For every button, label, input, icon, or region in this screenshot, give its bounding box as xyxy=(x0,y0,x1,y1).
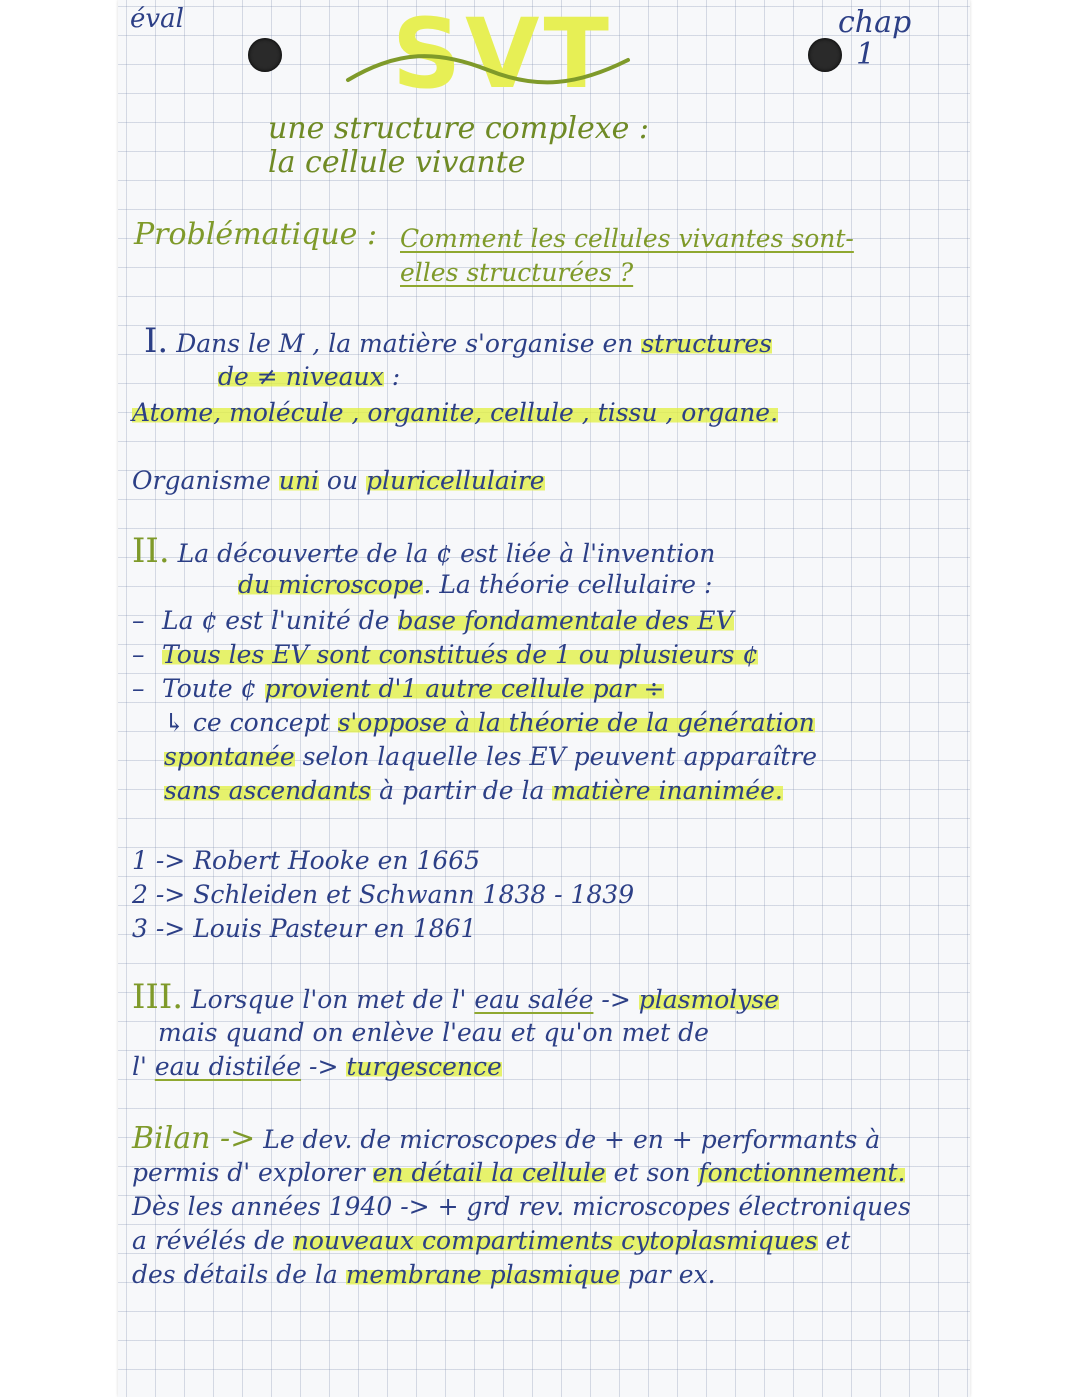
bilan-text-1: Le dev. de microscopes de + en + performants à xyxy=(255,1125,881,1154)
history-arrow: -> xyxy=(147,914,194,943)
eval-note: éval xyxy=(130,4,184,34)
section-1-highlight-structures: structures xyxy=(641,329,772,358)
concept-line xyxy=(164,708,815,738)
bilan-text-4b: et xyxy=(817,1226,851,1255)
section-3-text-c: l' xyxy=(132,1052,155,1081)
section-1-line-2 xyxy=(218,362,400,392)
problematique-question-2: elles structurées ? xyxy=(400,258,634,287)
subtitle-line-2: la cellule vivante xyxy=(268,145,526,180)
problematique-question-1: Comment les cellules vivantes sont- xyxy=(400,224,854,253)
section-3-line-1 xyxy=(132,977,779,1017)
subtitle-line-1: une structure complexe : xyxy=(268,111,650,146)
arrow-2: -> xyxy=(301,1052,347,1081)
bullet-3: – Toute ¢ provient d'1 autre cellule par ÷ xyxy=(132,674,665,703)
turgescence-highlight: turgescence xyxy=(346,1052,502,1081)
history-text: Louis Pasteur en 1861 xyxy=(193,914,477,943)
bilan-label: Bilan -> xyxy=(132,1121,256,1156)
eau-distilee: eau distilée xyxy=(154,1052,302,1081)
history-item xyxy=(132,846,480,876)
bilan-line-3: Dès les années 1940 -> + grd rev. microscopes électroniques xyxy=(132,1192,911,1221)
arrow-1: -> xyxy=(593,985,639,1014)
history-number: 2 xyxy=(132,880,148,909)
bilan-line-2 xyxy=(132,1158,905,1188)
bullet-1-text: La ¢ est l'unité de xyxy=(162,606,398,635)
sans-line xyxy=(164,776,783,806)
history-arrow: -> xyxy=(147,846,194,875)
section-2-line-1 xyxy=(132,531,716,571)
bilan-highlight-membrane: membrane plasmique xyxy=(345,1260,620,1289)
bullet-2: – Tous les EV sont constitués de 1 ou plusieurs ¢ xyxy=(132,640,759,669)
ou-word: ou xyxy=(318,466,366,495)
history-number: 1 xyxy=(132,846,148,875)
bullet-2-highlight: Tous les EV sont constitués de 1 ou plusieurs ¢ xyxy=(162,640,759,669)
concept-highlight: s'oppose à la théorie de la génération xyxy=(337,708,815,737)
bullet-1-highlight: base fondamentale des EV xyxy=(397,606,734,635)
eau-salee: eau salée xyxy=(474,985,594,1014)
history-item xyxy=(132,880,634,910)
section-1-line-3 xyxy=(132,398,778,428)
history-arrow: -> xyxy=(147,880,194,909)
spontanee-text: selon laquelle les EV peuvent apparaître xyxy=(294,742,818,771)
matiere-inanimee-highlight: matière inanimée. xyxy=(552,776,783,805)
bullet-3-highlight: provient d'1 autre cellule par ÷ xyxy=(264,674,665,703)
bilan-highlight-detail: en détail la cellule xyxy=(372,1158,606,1187)
bilan-highlight-compartiments: nouveaux compartiments cytoplasmiques xyxy=(292,1226,818,1255)
problematique-label: Problématique : xyxy=(134,217,378,252)
concept-text: ↳ ce concept xyxy=(164,708,338,737)
section-1-numeral: I. xyxy=(144,321,169,361)
section-1-highlight-niveaux: de ≠ niveaux xyxy=(218,362,384,391)
section-1-line-1 xyxy=(144,321,772,361)
section-1-levels-list: Atome, molécule , organite, cellule , tissu , organe. xyxy=(132,398,779,427)
bullet-3-text: Toute ¢ xyxy=(162,674,265,703)
history-item xyxy=(132,914,476,944)
microscope-highlight: du microscope xyxy=(238,570,424,599)
bilan-text-4: a révélés de xyxy=(132,1226,293,1255)
bilan-highlight-fonctionnement: fonctionnement. xyxy=(698,1158,906,1187)
organisme-word: Organisme xyxy=(132,466,271,495)
chapter-label: chap xyxy=(838,5,912,40)
spontanee-line xyxy=(164,742,817,772)
punch-hole-right xyxy=(808,38,842,72)
section-3-line-2: mais quand on enlève l'eau et qu'on met de xyxy=(158,1018,709,1047)
bilan-line-5 xyxy=(132,1260,716,1290)
section-1-text-a: Dans le M , la matière s'organise en xyxy=(176,329,634,358)
sans-text: à partir de la xyxy=(371,776,553,805)
sans-ascendants-highlight: sans ascendants xyxy=(164,776,372,805)
title-flourish xyxy=(338,30,638,90)
section-3-numeral: III. xyxy=(132,977,184,1017)
bilan-line-4 xyxy=(132,1226,850,1256)
bilan-text-5: des détails de la xyxy=(132,1260,346,1289)
punch-hole-left xyxy=(248,38,282,72)
history-number: 3 xyxy=(132,914,148,943)
section-2-numeral: II. xyxy=(132,531,170,571)
chapter-number: 1 xyxy=(856,37,876,72)
history-text: Schleiden et Schwann 1838 - 1839 xyxy=(193,880,635,909)
theorie-cellulaire: . La théorie cellulaire : xyxy=(423,570,713,599)
section-1-line-4 xyxy=(132,466,545,496)
bilan-line-1 xyxy=(132,1121,881,1156)
pluricellulaire-highlight: pluricellulaire xyxy=(366,466,545,495)
history-text: Robert Hooke en 1665 xyxy=(193,846,481,875)
plasmolyse-highlight: plasmolyse xyxy=(638,985,779,1014)
bilan-text-2: permis d' explorer xyxy=(132,1158,373,1187)
section-1-colon: : xyxy=(383,362,401,391)
uni-highlight: uni xyxy=(278,466,319,495)
section-3-line-3 xyxy=(132,1052,502,1082)
bilan-text-2b: et son xyxy=(605,1158,699,1187)
page-title: SVT xyxy=(392,0,613,110)
section-2-line-2 xyxy=(238,570,712,600)
section-3-text-a: Lorsque l'on met de l' xyxy=(191,985,475,1014)
section-2-text-1: La découverte de la ¢ est liée à l'invention xyxy=(177,539,716,568)
bilan-text-5b: par ex. xyxy=(619,1260,716,1289)
bullet-1: – La ¢ est l'unité de base fondamentale des EV xyxy=(132,606,734,635)
spontanee-highlight: spontanée xyxy=(164,742,295,771)
notebook-card xyxy=(118,0,970,1397)
